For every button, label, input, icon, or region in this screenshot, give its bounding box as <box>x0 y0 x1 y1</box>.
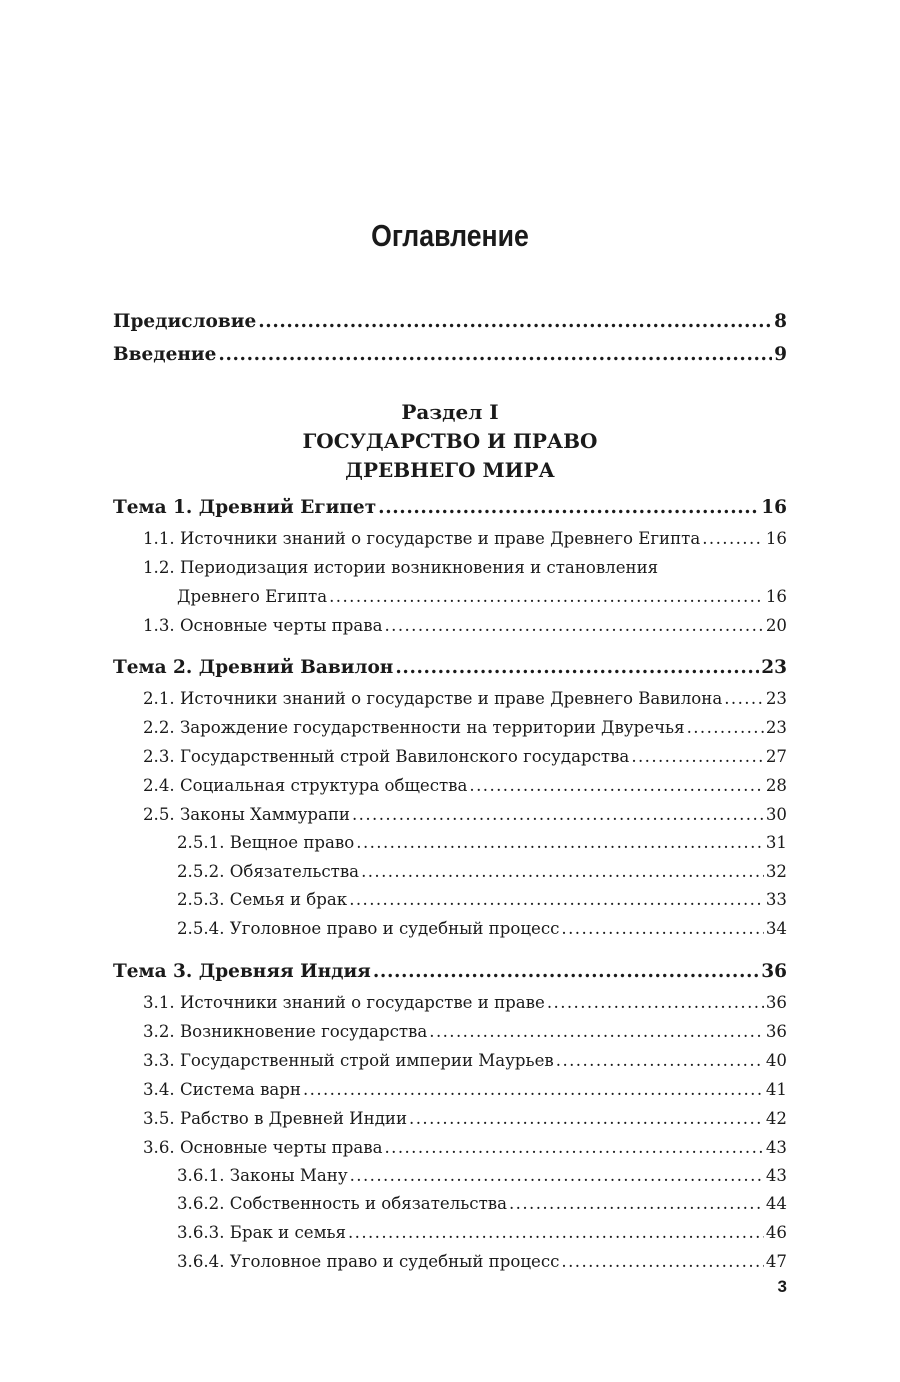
toc-item-label: 3.3. Государственный строй империи Маурьев <box>143 1050 554 1070</box>
dot-leader <box>378 491 759 524</box>
dot-leader <box>384 611 763 640</box>
toc-item-page: 43 <box>765 1137 787 1157</box>
toc-subitem-label: 3.6.4. Уголовное право и судебный процесс <box>177 1251 560 1271</box>
dot-leader <box>409 1104 764 1133</box>
dot-leader <box>218 338 772 371</box>
page-number: 3 <box>777 1277 787 1296</box>
dot-leader <box>631 742 764 771</box>
toc-theme-page: 23 <box>761 657 787 678</box>
dot-leader <box>361 858 764 887</box>
toc-subitem-page: 32 <box>765 861 787 881</box>
toc-item[interactable] <box>113 684 787 713</box>
toc-subitem-page: 46 <box>765 1223 787 1243</box>
toc-subitem-label: 3.6.2. Собственность и обязательства <box>177 1194 507 1214</box>
toc-item[interactable] <box>113 1104 787 1133</box>
toc-item[interactable] <box>113 1017 787 1046</box>
dot-leader <box>509 1190 764 1219</box>
toc-subitem[interactable] <box>113 829 787 858</box>
toc-item-page: 41 <box>765 1079 787 1099</box>
toc-subitem-label: 3.6.1. Законы Ману <box>177 1165 348 1185</box>
section-title-line: ДРЕВНЕГО МИРА <box>345 458 555 482</box>
toc-item-page: 16 <box>765 587 787 606</box>
toc-item[interactable] <box>113 742 787 771</box>
toc-item-label: 3.1. Источники знаний о государстве и праве <box>143 992 545 1012</box>
toc-entry-preface[interactable] <box>113 305 787 338</box>
toc-item[interactable] <box>113 1075 787 1104</box>
toc-entry-introduction[interactable] <box>113 338 787 371</box>
toc-subitem[interactable] <box>113 886 787 915</box>
toc-item-label: 2.3. Государственный строй Вавилонского государства <box>143 747 630 766</box>
toc-theme-label: Тема 3. Древняя Индия <box>113 960 371 982</box>
toc-item-page: 36 <box>765 992 787 1012</box>
toc-theme-1[interactable] <box>113 491 787 524</box>
toc-item-label: 3.2. Возникновение государства <box>143 1021 428 1041</box>
toc-item-label: 2.1. Источники знаний о государстве и праве Древнего Вавилона <box>143 689 723 708</box>
toc-item-page: 16 <box>765 529 787 548</box>
toc-subitem-page: 33 <box>765 890 787 910</box>
toc-item[interactable] <box>113 771 787 800</box>
toc-item-label: 3.4. Система варн <box>143 1079 301 1099</box>
toc-item-label: 1.2. Периодизация истории возникновения и становления <box>143 558 659 577</box>
toc-item[interactable] <box>113 1046 787 1075</box>
toc-item-page: 42 <box>765 1108 787 1128</box>
toc-entry-page: 9 <box>774 344 787 365</box>
toc-theme-label: Тема 2. Древний Вавилон <box>113 657 394 678</box>
toc-entry-page: 8 <box>774 311 787 332</box>
toc-subitem[interactable] <box>113 1190 787 1219</box>
toc-subitem-label: 2.5.3. Семья и брак <box>177 890 348 910</box>
toc-item-multiline[interactable] <box>113 553 787 582</box>
toc-subitem-page: 31 <box>765 833 787 852</box>
toc-item-label: Древнего Египта <box>177 587 328 606</box>
toc-subitem-label: 3.6.3. Брак и семья <box>177 1223 346 1243</box>
section-heading <box>113 398 787 485</box>
toc-item-page: 23 <box>765 689 787 708</box>
page-title: Оглавление <box>371 218 529 253</box>
dot-leader <box>429 1017 764 1046</box>
toc-item-label: 3.6. Основные черты права <box>143 1137 383 1157</box>
dot-leader <box>356 829 764 858</box>
toc-theme-2[interactable] <box>113 651 787 684</box>
toc-item-page: 36 <box>765 1021 787 1041</box>
dot-leader <box>547 988 764 1017</box>
toc-item-label: 2.4. Социальная структура общества <box>143 776 468 795</box>
toc-subitem[interactable] <box>113 915 787 944</box>
toc-item-label: 3.5. Рабство в Древней Индии <box>143 1108 408 1128</box>
dot-leader <box>373 955 759 988</box>
toc-entry-label: Предисловие <box>113 311 257 332</box>
toc-subitem-page: 34 <box>765 919 787 939</box>
dot-leader <box>556 1046 764 1075</box>
toc-item-label: 2.2. Зарождение государственности на территории Двуречья <box>143 718 685 737</box>
toc-item[interactable] <box>113 524 787 553</box>
toc-subitem-label: 2.5.1. Вещное право <box>177 833 355 852</box>
dot-leader <box>348 1219 764 1248</box>
section-number: Раздел I <box>401 400 499 424</box>
dot-leader <box>350 1162 764 1191</box>
toc-item-label: 2.5. Законы Хаммурапи <box>143 805 350 824</box>
toc-item-page: 40 <box>765 1050 787 1070</box>
toc-item[interactable] <box>113 988 787 1017</box>
dot-leader <box>352 800 764 829</box>
toc-subitem-label: 2.5.2. Обязательства <box>177 861 360 881</box>
toc-item-label: 1.3. Основные черты права <box>143 616 383 635</box>
section-title-line: ГОСУДАРСТВО И ПРАВО <box>302 429 598 453</box>
toc-item-page: 28 <box>765 776 787 795</box>
toc-theme-page: 16 <box>761 497 787 518</box>
toc-subitem[interactable] <box>113 1219 787 1248</box>
dot-leader <box>561 915 763 944</box>
table-of-contents <box>113 305 787 1277</box>
toc-item-page: 23 <box>765 718 787 737</box>
dot-leader <box>384 1133 763 1162</box>
dot-leader <box>303 1075 764 1104</box>
dot-leader <box>561 1248 763 1277</box>
toc-subitem-page: 43 <box>765 1165 787 1185</box>
toc-subitem-page: 47 <box>765 1251 787 1271</box>
dot-leader <box>687 713 764 742</box>
toc-item[interactable] <box>113 713 787 742</box>
toc-item[interactable] <box>113 611 787 640</box>
dot-leader <box>329 582 764 611</box>
toc-item-page: 30 <box>765 805 787 824</box>
dot-leader <box>349 886 764 915</box>
toc-item-page: 20 <box>765 616 787 635</box>
toc-theme-label: Тема 1. Древний Египет <box>113 497 377 518</box>
toc-item-page: 27 <box>765 747 787 766</box>
dot-leader <box>469 771 763 800</box>
toc-subitem-page: 44 <box>765 1194 787 1214</box>
toc-item-continuation[interactable] <box>113 582 787 611</box>
toc-subitem[interactable] <box>113 1162 787 1191</box>
toc-subitem[interactable] <box>113 1248 787 1277</box>
dot-leader <box>395 651 759 684</box>
toc-theme-page: 36 <box>761 960 787 982</box>
dot-leader <box>724 684 764 713</box>
dot-leader <box>258 305 772 338</box>
dot-leader <box>702 524 764 553</box>
toc-item[interactable] <box>113 800 787 829</box>
toc-subitem[interactable] <box>113 858 787 887</box>
toc-entry-label: Введение <box>113 344 217 365</box>
toc-theme-3[interactable] <box>113 955 787 988</box>
toc-item[interactable] <box>113 1133 787 1162</box>
toc-subitem-label: 2.5.4. Уголовное право и судебный процесс <box>177 919 560 939</box>
toc-item-label: 1.1. Источники знаний о государстве и праве Древнего Египта <box>143 529 701 548</box>
